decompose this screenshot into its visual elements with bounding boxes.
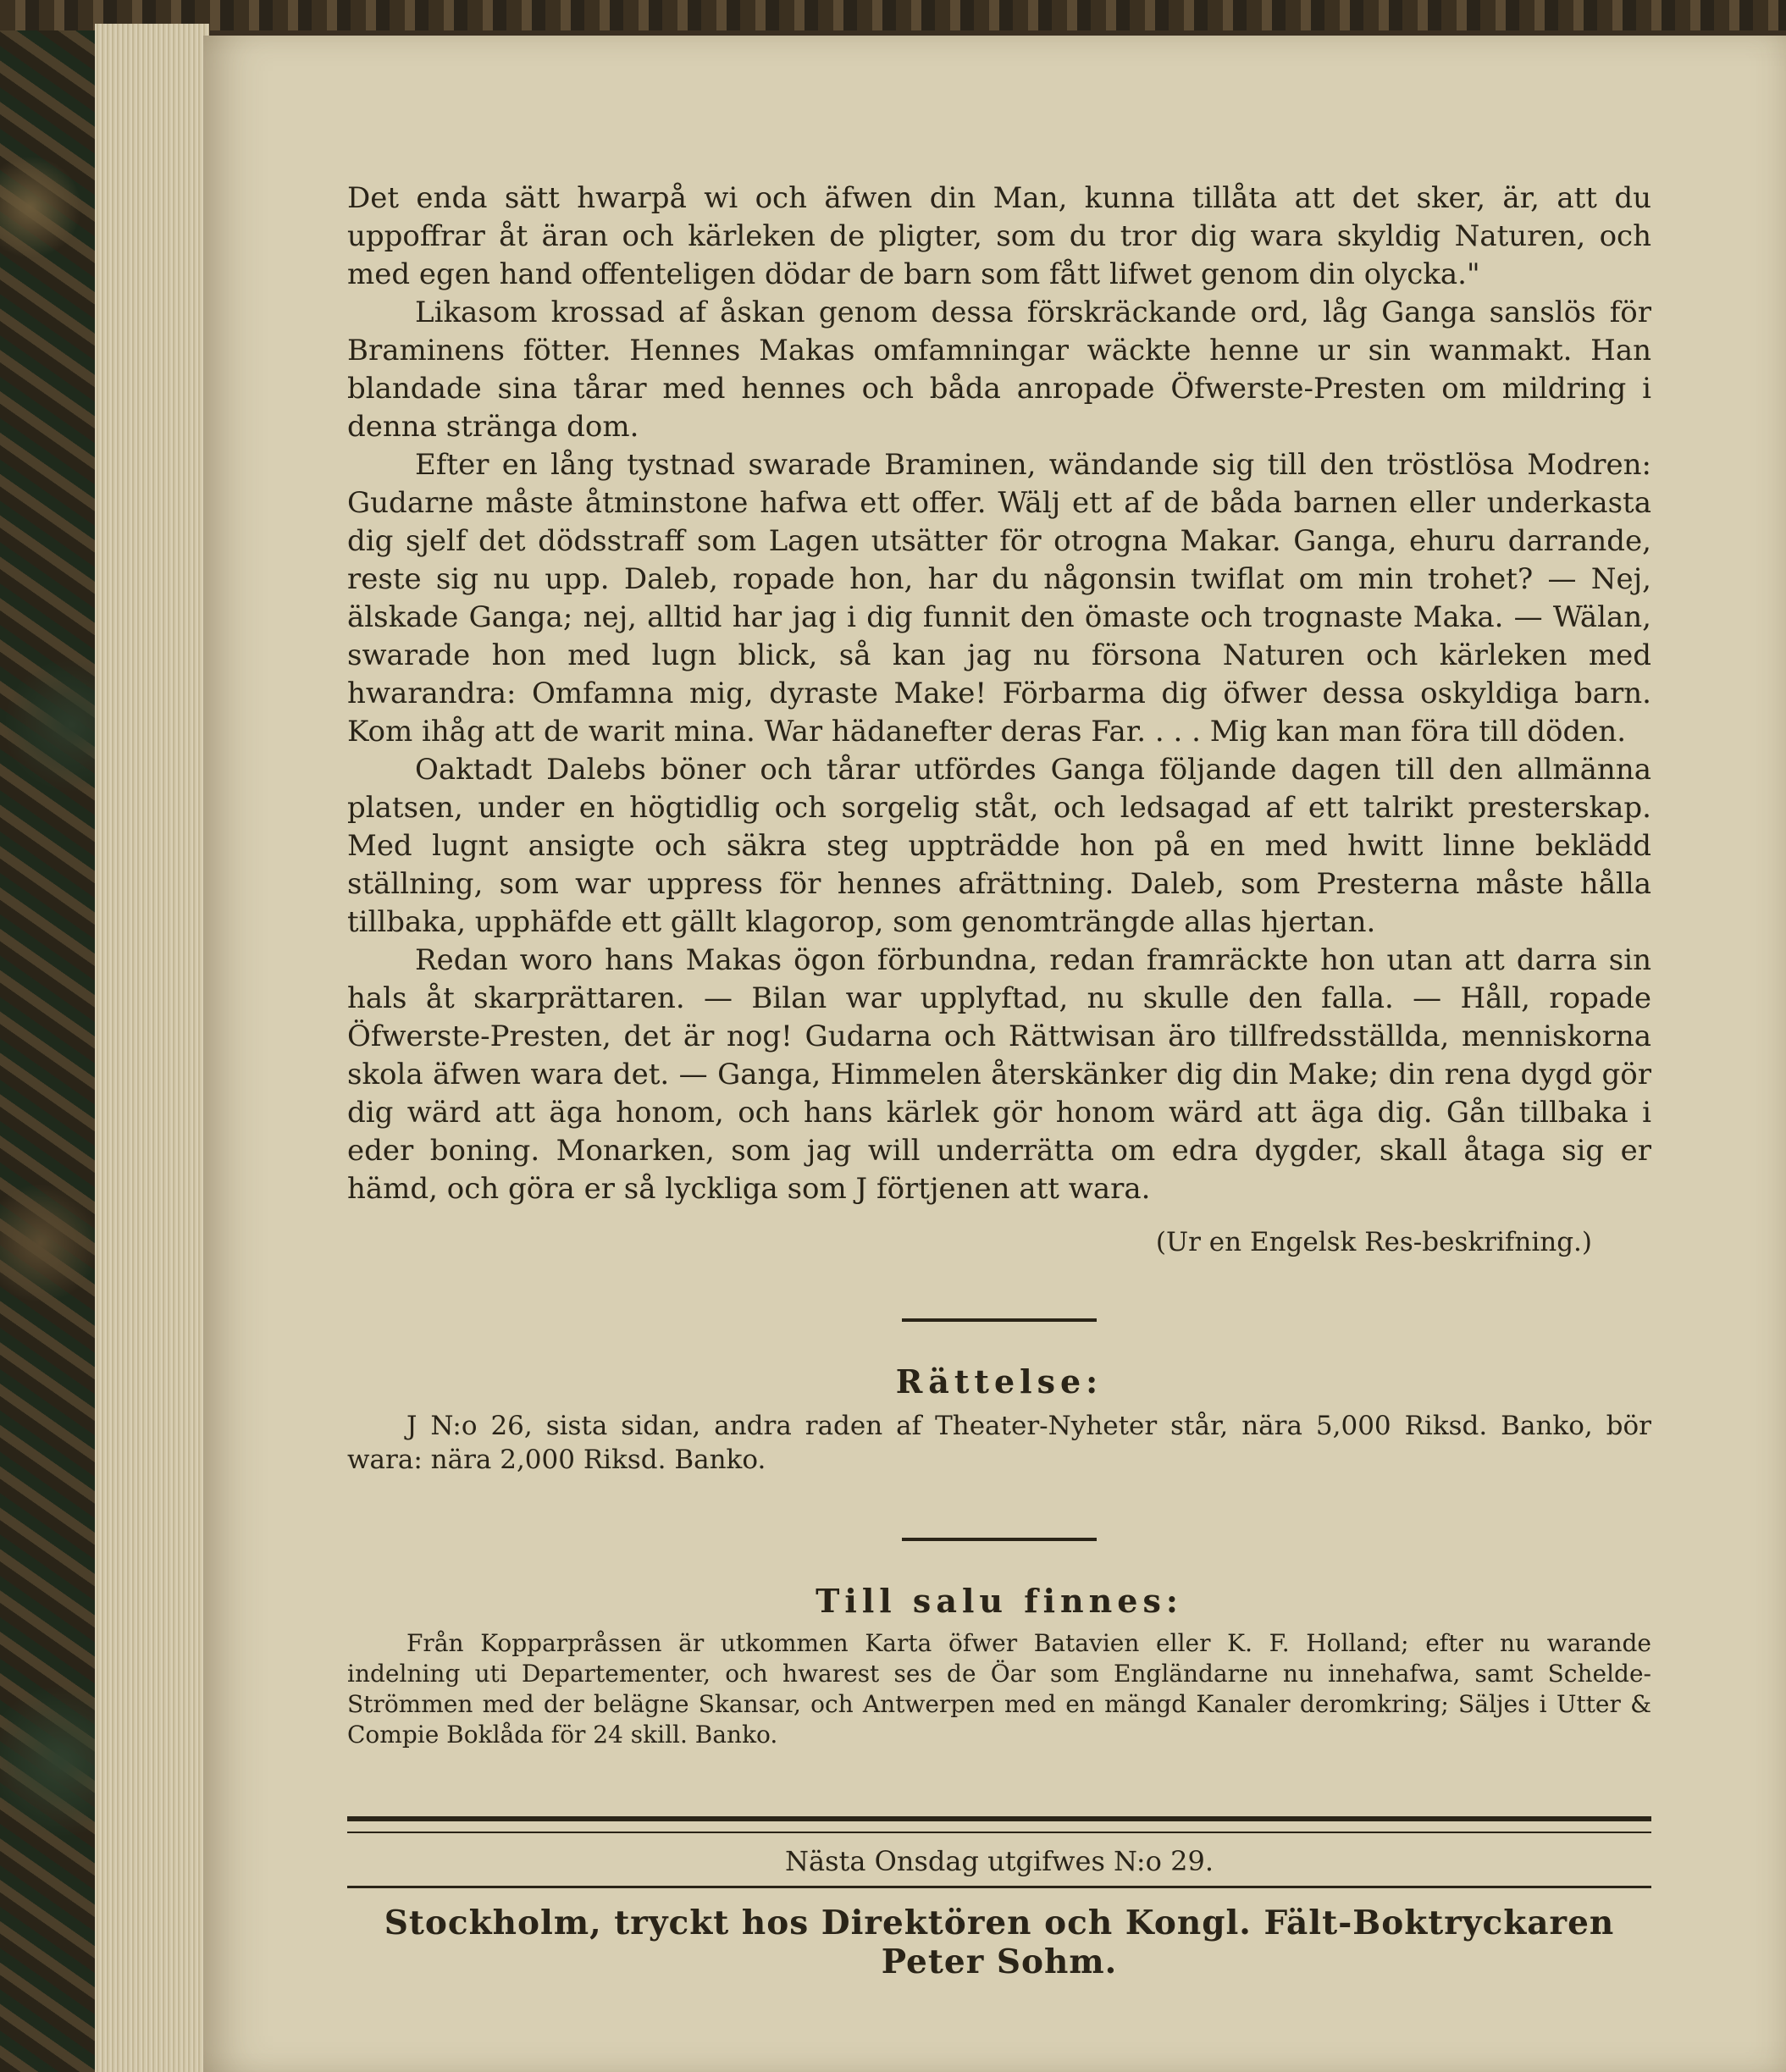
printer-imprint: Stockholm, tryckt hos Direktören och Kongl. Fält-Boktryckaren Peter Sohm.: [384, 1903, 1615, 1981]
page-edges: [95, 24, 209, 2072]
article-paragraph: Likasom krossad af åskan genom dessa förskräckande ord, låg Ganga sanslös för Braminens fötter. Hennes Makas omfamningar wäckte henne ur sin wanmakt. Han blandade sina tårar med hennes och båda anropade Öfwerste-Presten om mildring i denna stränga dom.: [347, 296, 1651, 444]
section-divider: [902, 1318, 1097, 1322]
for-sale-title: Till salu finnes:: [816, 1582, 1183, 1620]
errata-text: J N:o 26, sista sidan, andra raden af Theater-Nyheter står, nära 5,000 Riksd. Banko, bör wara: nära 2,000 Riksd. Banko.: [347, 1411, 1651, 1475]
book-top-edge: [0, 0, 1786, 30]
page-content: [347, 180, 1651, 1981]
article-body: [347, 180, 1651, 1208]
for-sale-text: Från Kopparpråssen är utkommen Karta öfwer Batavien eller K. F. Holland; efter nu warande indelning uti Departementer, och hwarest ses de Öar som Engländarne nu innehafwa, samt Schelde-Strömmen med der belägne Skansar, och Antwerpen med en mängd Kanaler deromkring; Säljes i Utter & Compie Boklåda för 24 skill. Banko.: [347, 1629, 1651, 1749]
article-paragraph: Det enda sätt hwarpå wi och äfwen din Man, kunna tillåta att det sker, är, att du uppoffrar åt äran och kärleken de pligter, som du tror dig wara skyldig Naturen, och med egen hand offenteligen dödar de barn som fått lifwet genom din olycka.": [347, 181, 1651, 291]
errata-title: Rättelse:: [895, 1362, 1103, 1401]
article-paragraph: Redan woro hans Makas ögon förbundna, redan framräckte hon utan att darra sin hals åt skarprättaren. — Bilan war upplyftad, nu skulle den falla. — Håll, ropade Öfwerste-Presten, det är nog! Gudarna och Rättwisan äro tillfredsställda, menniskorna skola äfwen wara det. — Ganga, Himmelen återskänker dig din Make; din rena dygd gör dig wärd att äga honom, och hans kärlek gör honom wärd att äga dig. Gån tillbaka i eder boning. Monarken, som jag will underrätta om edra dygder, skall åtaga sig er hämd, och göra er så lyckliga som J förtjenen att wara.: [347, 943, 1651, 1206]
article-paragraph: Efter en lång tystnad swarade Braminen, wändande sig till den tröstlösa Modren: Gudarne måste åtminstone hafwa ett offer. Wälj ett af de båda barnen eller underkasta dig sjelf det dödsstraff som Lagen utsätter för otrogna Makar. Ganga, ehuru darrande, reste sig nu upp. Daleb, ropade hon, har du någonsin twiflat om min trohet? — Nej, älskade Ganga; nej, alltid har jag i dig funnit den ömaste och trognaste Maka. — Wälan, swarade hon med lugn blick, så kan jag nu försona Naturen och kärleken med hwarandra: Omfamna mig, dyraste Make! Förbarma dig öfwer dessa oskyldiga barn. Kom ihåg att de warit mina. War hädanefter deras Far. . . . Mig kan man föra till döden.: [347, 448, 1651, 749]
footer-double-rule: [347, 1816, 1651, 1833]
book-cover: [0, 0, 102, 2072]
article-paragraph: Oaktadt Dalebs böner och tårar utfördes Ganga följande dagen till den allmänna platsen, under en högtidlig och sorgelig ståt, och ledsagad af ett talrikt presterskap. Med lugnt ansigte och säkra steg uppträdde hon på en med hwitt linne beklädd ställning, som war uppress för hennes afrättning. Daleb, som Presterna måste hålla tillbaka, upphäfde ett gällt klagorop, som genomträngde allas hjertan.: [347, 753, 1651, 939]
book-page: [203, 36, 1786, 2072]
article-source: (Ur en Engelsk Res-beskrifning.): [1155, 1227, 1592, 1257]
next-issue-notice: Nästa Onsdag utgifwes N:o 29.: [784, 1845, 1214, 1877]
section-divider: [902, 1538, 1097, 1541]
footer-rule: [347, 1886, 1651, 1888]
